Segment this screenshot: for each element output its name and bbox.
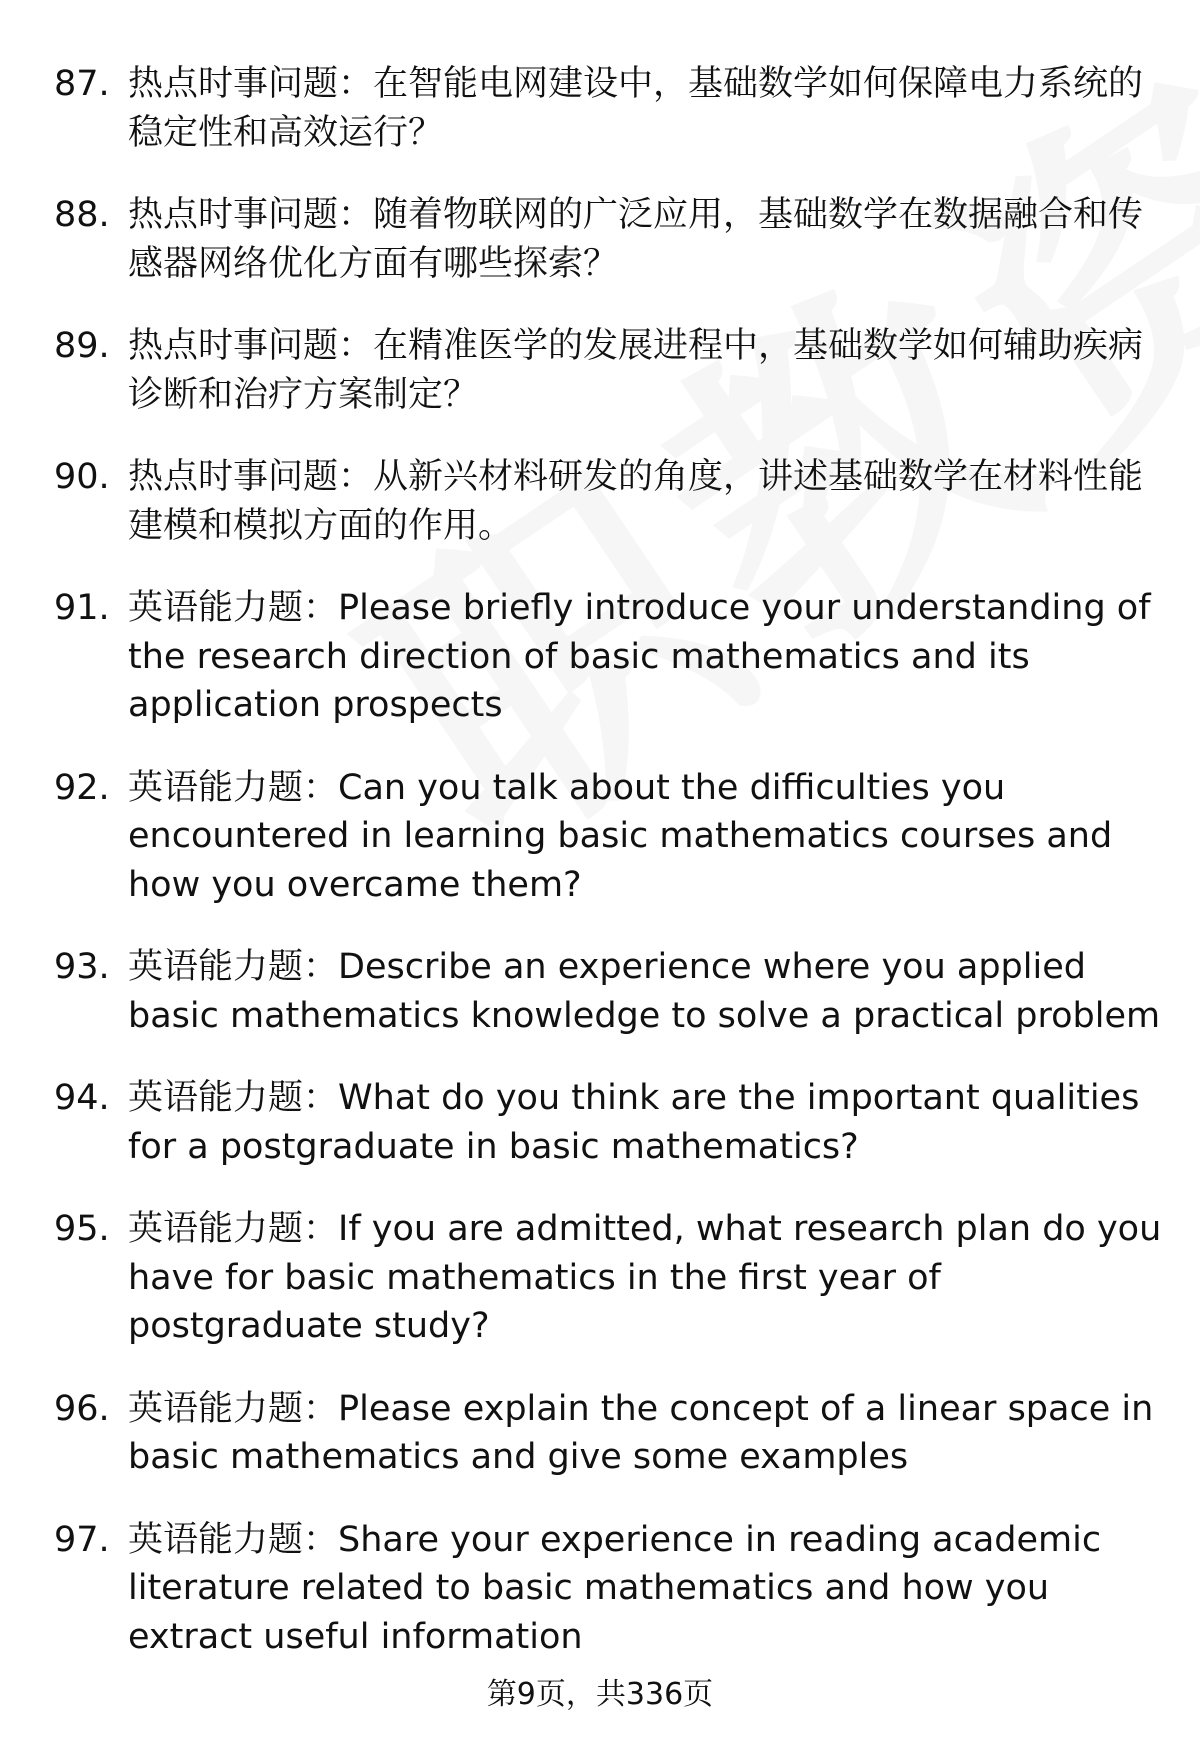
question-number: 91. [54,588,110,628]
question-number: 89. [54,326,110,366]
page-footer: 第9页，共336页 [486,1677,714,1712]
question-text: 热点时事问题：在精准医学的发展进程中，基础数学如何辅助疾病诊断和治疗方案制定？ [128,326,1144,415]
question-text: 热点时事问题：从新兴材料研发的角度，讲述基础数学在材料性能建模和模拟方面的作用。 [128,457,1144,546]
question-item [54,322,1164,419]
question-item [54,1516,1164,1662]
question-text: 英语能力题：What do you think are the important qualities for a postgraduate in basic mathematics? [128,1078,1140,1167]
question-number: 95. [54,1209,110,1249]
question-text: 热点时事问题：在智能电网建设中，基础数学如何保障电力系统的稳定性和高效运行？ [128,64,1144,153]
question-number: 97. [54,1519,110,1560]
question-number: 87. [54,64,110,104]
question-text: 英语能力题：Describe an experience where you applied basic mathematics knowledge to solve a practical problem [128,947,1161,1036]
question-number: 88. [54,195,110,235]
question-text: 英语能力题：If you are admitted, what research plan do you have for basic mathematics in the first year of postgraduate study? [128,1209,1162,1346]
question-item [54,1205,1164,1351]
question-number: 94. [54,1078,110,1118]
question-number: 90. [54,457,110,497]
question-item [54,191,1164,288]
question-item [54,943,1164,1040]
question-list [54,60,1164,1695]
question-text: 英语能力题：Please explain the concept of a linear space in basic mathematics and give some examples [128,1388,1154,1477]
question-item [54,1385,1164,1482]
question-number: 96. [54,1388,110,1429]
question-text: 英语能力题：Can you talk about the difficulties you encountered in learning basic mathematics courses and how you overcame them? [128,767,1113,905]
question-item [54,1074,1164,1171]
question-item [54,453,1164,550]
question-number: 93. [54,947,110,987]
question-text: 英语能力题：Please briefly introduce your understanding of the research direction of basic mathematics and its application prospects [128,588,1151,725]
question-number: 92. [54,767,110,808]
question-text: 热点时事问题：随着物联网的广泛应用，基础数学在数据融合和传感器网络优化方面有哪些探索？ [128,195,1144,284]
question-item [54,60,1164,157]
question-item [54,584,1164,730]
question-text: 英语能力题：Share your experience in reading academic literature related to basic mathematics and how you extract useful information [128,1519,1102,1657]
question-item [54,764,1164,910]
